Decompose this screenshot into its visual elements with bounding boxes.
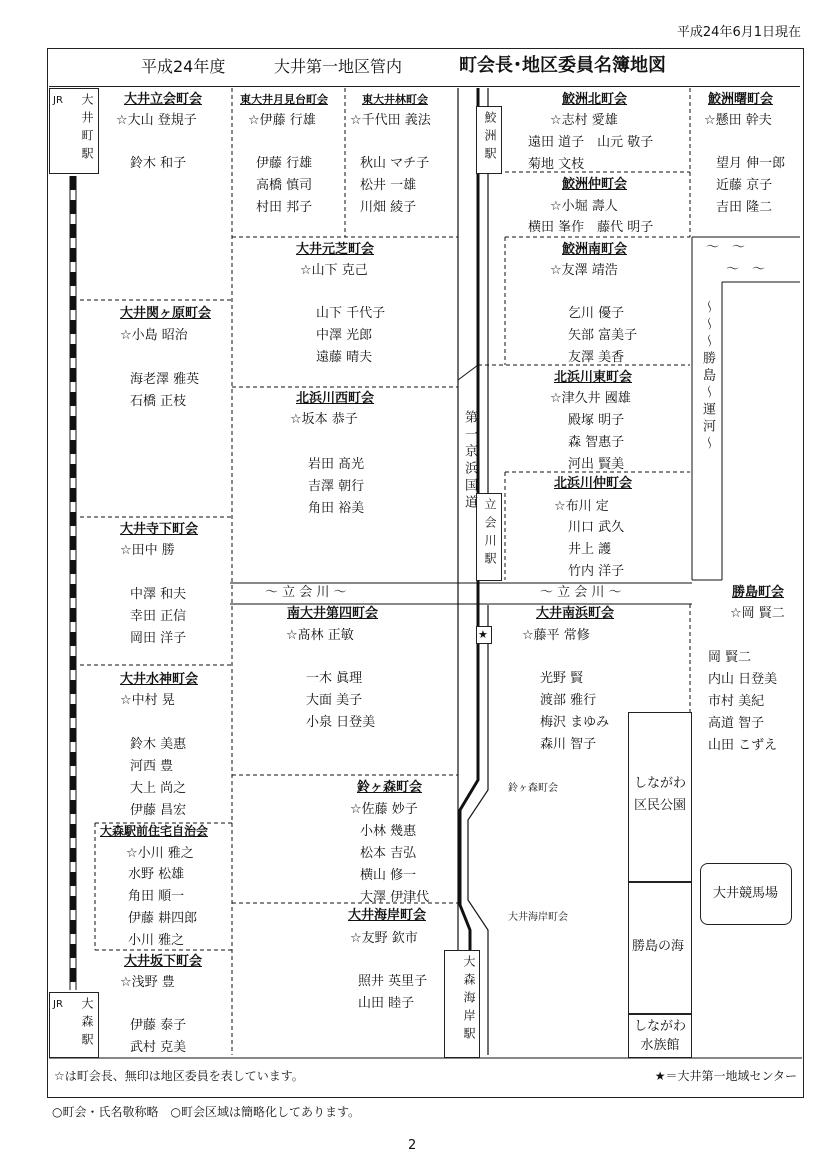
member-name: 菊地 文枝 [528,157,585,172]
suzugamori-area-label: 鈴ヶ森町会 [508,783,558,794]
member-name: 高道 智子 [708,716,765,731]
member-name: 吉田 隆二 [716,200,773,215]
canal-waves: ～ ～ [706,240,746,255]
sea-label: 勝島の海 [632,939,685,954]
racecourse-label: 大井競馬場 [713,886,779,901]
member-name: 河出 賢美 [568,457,625,472]
member-name: 伊藤 昌宏 [130,803,187,818]
association-name: 鮫洲南町会 [562,242,628,257]
association-name: 大井南浜町会 [536,606,615,621]
station-samezu-label: 鮫洲駅 [483,111,497,165]
member-name: 大澤 伊津代 [360,890,430,905]
chair-name: ☆小川 雅之 [126,846,194,861]
member-name: 森 智惠子 [568,435,625,450]
member-name: 武村 克美 [130,1040,187,1055]
member-name: 山田 睦子 [358,996,415,1011]
river-left: ～ 立 会 川 ～ [265,585,347,600]
member-name: 光野 賢 [540,671,584,686]
station-oimachi-label: 大井町駅 [80,93,94,165]
member-name: 伊藤 泰子 [130,1018,187,1033]
member-name: 乞川 優子 [568,306,625,321]
member-name: 森川 智子 [540,737,597,752]
canal-label: ～～～勝島～運河～ [700,300,715,453]
association-name: 大井坂下町会 [124,954,203,969]
member-name: 渡部 雅行 [540,693,597,708]
association-name: 東大井林町会 [362,93,428,106]
title-district: 大井第一地区管内 [274,57,403,76]
association-name: 鈴ヶ森町会 [357,780,423,795]
station-omorikaigan [444,950,480,1058]
canal-waves: ～ ～ [726,262,766,277]
chair-name: ☆佐藤 妙子 [350,802,418,817]
member-name: 松本 吉弘 [360,846,417,861]
chair-name: ☆友野 欽市 [350,931,418,946]
chair-name: ☆友澤 靖浩 [550,263,618,278]
member-name: 海老澤 雅英 [130,372,200,387]
page-title: 町会長･地区委員名簿地図 [459,55,666,76]
association-name: 大井元芝町会 [296,242,375,257]
member-name: 横山 修一 [360,868,417,883]
park-box [628,712,692,882]
title-year: 平成24年度 [141,57,226,76]
chair-name: ☆坂本 恭子 [290,412,358,427]
member-name: 幸田 正信 [130,609,187,624]
member-name: 伊藤 行雄 [256,156,313,171]
association-name: 大森駅前住宅自治会 [100,824,209,838]
sea-box [628,882,692,1014]
member-name: 岡 賢二 [708,650,752,665]
member-name: 小川 雅之 [128,933,185,948]
association-name: 鮫洲仲町会 [562,177,628,192]
member-name: 梅沢 まゆみ [540,715,610,730]
member-name: 小林 幾惠 [360,824,417,839]
station-samezu [476,106,502,174]
station-omori-label: 大森駅 [80,997,94,1051]
member-name: 秋山 マチ子 [360,156,430,171]
association-name: 勝島町会 [732,585,785,600]
member-name: 中澤 和夫 [130,587,187,602]
date-label: 平成24年6月1日現在 [676,25,801,40]
member-name: 近藤 京子 [716,178,773,193]
member-name: 遠藤 晴夫 [316,350,373,365]
chair-name: ☆岡 賢二 [730,606,785,621]
member-name: 一木 眞理 [306,671,363,686]
racecourse-box [700,863,792,925]
member-name: 遠田 道子 山元 敬子 [528,135,654,150]
member-name: 村田 邦子 [256,200,313,215]
river-right: ～ 立 会 川 ～ [540,585,622,600]
member-name: 水野 松雄 [128,867,185,882]
member-name: 山田 こずえ [708,738,778,753]
member-name: 市村 美紀 [708,694,765,709]
member-name: 横田 峯作 藤代 明子 [528,220,654,235]
member-name: 望月 伸一郎 [716,156,786,171]
member-name: 角田 裕美 [308,501,365,516]
station-omorikaigan-label: 大森海岸駅 [462,955,476,1045]
chair-name: ☆志村 愛雄 [550,113,618,128]
member-name: 矢部 富美子 [568,328,638,343]
member-name: 友澤 美香 [568,350,625,365]
chair-name: ☆小島 昭治 [120,328,188,343]
association-name: 大井立会町会 [124,92,203,107]
station-tachiaigawa-label: 立会川駅 [483,498,497,570]
association-name: 大井寺下町会 [120,522,199,537]
member-name: 角田 順一 [128,889,185,904]
station-omori [49,992,99,1058]
member-name: 伊藤 耕四郎 [128,911,198,926]
member-name: 吉澤 朝行 [308,479,365,494]
association-name: 大井海岸町会 [348,908,427,923]
member-name: 井上 護 [568,542,612,557]
park-label: しながわ区民公園 [633,776,686,813]
member-name: 松井 一雄 [360,178,417,193]
association-name: 北浜川仲町会 [554,476,633,491]
association-name: 北浜川東町会 [554,370,633,385]
member-name: 河西 豊 [130,759,174,774]
aquarium-box [628,1014,692,1058]
association-name: 南大井第四町会 [287,606,379,621]
association-name: 北浜川西町会 [296,391,375,406]
member-name: 大面 美子 [306,693,363,708]
member-name: 内山 日登美 [708,672,778,687]
route-label: 第一京浜国道 [462,410,477,512]
association-name: 鮫洲北町会 [562,92,628,107]
member-name: 高橋 慎司 [256,178,313,193]
member-name: 中澤 光郎 [316,328,373,343]
association-name: 鮫洲曙町会 [708,92,774,107]
association-name: 大井関ヶ原町会 [120,306,212,321]
member-name: 鈴木 和子 [130,156,187,171]
chair-name: ☆津久井 國雄 [550,391,631,406]
chair-name: ☆懸田 幹夫 [704,113,772,128]
chair-name: ☆山下 克己 [300,263,368,278]
station-oimachi [49,88,99,174]
member-name: 岡田 洋子 [130,631,187,646]
chair-name: ☆千代田 義法 [350,113,431,128]
chair-name: ☆中村 晃 [120,693,175,708]
member-name: 川畑 綾子 [360,200,417,215]
association-name: 東大井月見台町会 [240,93,328,106]
chair-name: ☆布川 定 [554,499,609,514]
member-name: 小泉 日登美 [306,715,376,730]
center-star: ★ [478,628,488,641]
station-tachiaigawa [476,493,502,581]
member-name: 照井 英里子 [358,974,428,989]
chair-name: ☆藤平 常修 [522,628,590,643]
legend-right: ★＝大井第一地域センター [654,1069,797,1083]
kaigan-area-label: 大井海岸町会 [508,912,568,923]
chair-name: ☆小堀 壽人 [550,199,618,214]
chair-name: ☆田中 勝 [120,543,175,558]
page-number: 2 [408,1138,417,1153]
member-name: 殿塚 明子 [568,413,625,428]
member-name: 山下 千代子 [316,306,386,321]
legend-left: ☆は町会長、無印は地区委員を表しています。 [54,1069,304,1083]
chair-name: ☆髙林 正敏 [286,628,354,643]
chair-name: ☆浅野 豊 [120,975,175,990]
center-star-box [476,626,492,644]
member-name: 岩田 髙光 [308,457,365,472]
jr-label: JR [53,95,63,106]
member-name: 石橋 正枝 [130,394,187,409]
chair-name: ☆大山 登規子 [116,113,197,128]
aquarium-label: しながわ水族館 [633,1019,686,1053]
chair-name: ☆伊藤 行雄 [248,113,316,128]
footer-note: ○町会・氏名敬称略 ○町会区域は簡略化してあります。 [52,1105,360,1119]
jr-label: JR [53,999,63,1010]
member-name: 竹内 洋子 [568,564,625,579]
member-name: 川口 武久 [568,520,625,535]
association-name: 大井水神町会 [120,672,199,687]
member-name: 鈴木 美惠 [130,737,187,752]
member-name: 大上 尚之 [130,781,187,796]
